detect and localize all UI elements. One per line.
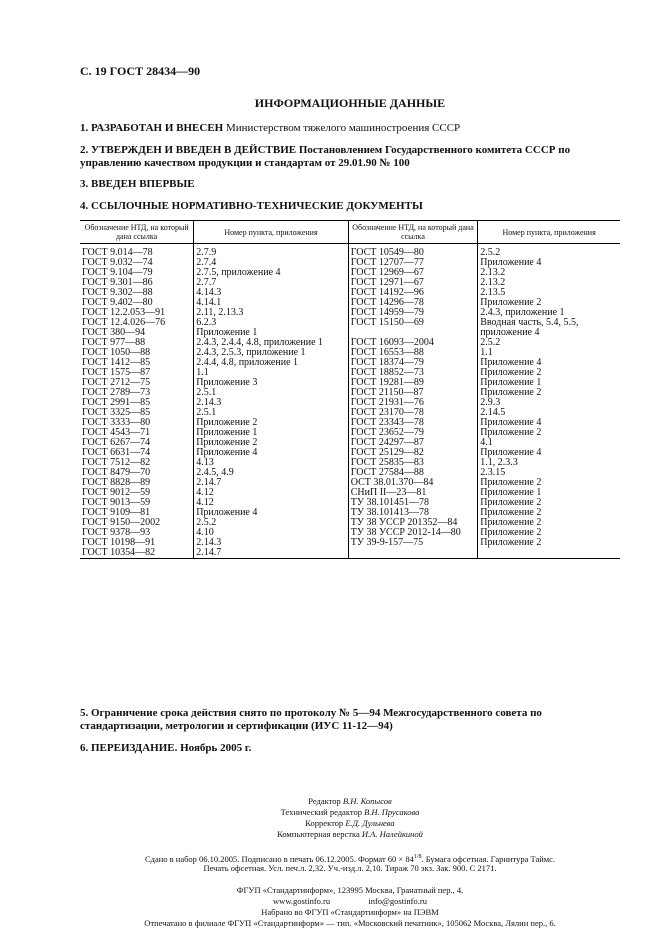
cell-clause-right: Приложение 2 <box>478 388 620 398</box>
cell-ntd-right: ГОСТ 12707—77 <box>348 258 477 268</box>
cell-clause-left: Приложение 4 <box>194 508 349 518</box>
cell-ntd-right: ГОСТ 23652—79 <box>348 428 477 438</box>
cell-clause-left: 2.14.7 <box>194 478 349 488</box>
cell-ntd-left: ГОСТ 3333—80 <box>82 417 151 428</box>
cell-clause-right: Приложение 4 <box>478 448 620 458</box>
cell-ntd-left: ГОСТ 9012—59 <box>82 487 151 498</box>
cell-clause-left: 4.10 <box>194 528 349 538</box>
item-6: 6. ПЕРЕИЗДАНИЕ. Ноябрь 2005 г. <box>80 742 252 754</box>
cell-clause-right: Приложение 2 <box>478 298 620 308</box>
item-1-bold: РАЗРАБОТАН И ВНЕСЕН <box>91 122 224 134</box>
item-1 <box>80 122 620 135</box>
cell-ntd-right: СНиП II—23—81 <box>348 488 477 498</box>
cell-clause-left: Приложение 1 <box>194 328 349 338</box>
table-row <box>80 458 620 468</box>
cell-ntd-left: ГОСТ 2991—85 <box>82 397 151 408</box>
cell-clause-left: 2.7.5, приложение 4 <box>194 268 349 278</box>
cell-clause-left: 6.2.3 <box>194 318 349 328</box>
cell-ntd-right: ГОСТ 16553—88 <box>348 348 477 358</box>
cell-clause-right: приложение 4 <box>478 328 620 338</box>
cell-ntd-right: ГОСТ 27584—88 <box>348 468 477 478</box>
item-5-text: Ограничение срока действия снято по протоколу № 5—94 Межгосударственного совета по стандартизации, метрологии и сертификации (ИУС 11-12—94) <box>80 707 542 732</box>
table-row <box>80 388 620 398</box>
cell-clause-right: 1.1 <box>478 348 620 358</box>
table-row <box>80 278 620 288</box>
cell-clause-left: 4.14.3 <box>194 288 349 298</box>
corrector-label: Корректор <box>305 818 344 828</box>
cell-clause-left: 4.12 <box>194 498 349 508</box>
layout-line <box>80 829 620 840</box>
cell-clause-right: Приложение 1 <box>478 488 620 498</box>
cell-clause-right: 2.3.15 <box>478 468 620 478</box>
cell-clause-right: Приложение 2 <box>478 528 620 538</box>
header-ntd-2: Обозначение НТД, на который дана ссылка <box>348 221 477 244</box>
item-2-text: Постановлением Государственного комитета СССР по управлению качеством продукции и стандартам от 29.01.90 № 100 <box>80 144 571 169</box>
cell-ntd-left: ГОСТ 12.4.026—76 <box>82 317 166 328</box>
cell-clause-right: Приложение 2 <box>478 368 620 378</box>
cell-clause-right: Приложение 2 <box>478 538 620 548</box>
cell-clause-left: 4.13 <box>194 458 349 468</box>
table-row <box>80 448 620 458</box>
item-1-text: Министерством тяжелого машиностроения СССР <box>223 122 461 134</box>
cell-ntd-left: ГОСТ 9150—2002 <box>82 517 161 528</box>
cell-clause-right: Приложение 1 <box>478 378 620 388</box>
cell-ntd-right: ГОСТ 18374—79 <box>348 358 477 368</box>
header-clause-1: Номер пункта, приложения <box>194 221 349 244</box>
table-row <box>80 328 620 338</box>
cell-clause-left: 2.4.3, 2.4.4, 4.8, приложение 1 <box>194 338 349 348</box>
cell-ntd-left: ГОСТ 10198—91 <box>82 537 156 548</box>
cell-ntd-left: ГОСТ 6631—74 <box>82 447 151 458</box>
cell-ntd-left: ГОСТ 9378—93 <box>82 527 151 538</box>
item-1-number: 1. <box>80 122 89 134</box>
cell-clause-right: 2.14.5 <box>478 408 620 418</box>
cell-ntd-left: ГОСТ 6267—74 <box>82 437 151 448</box>
cell-ntd-left: ГОСТ 9013—59 <box>82 497 151 508</box>
cell-ntd-left: ГОСТ 1412—85 <box>82 357 151 368</box>
cell-ntd-left: ГОСТ 10354—82 <box>80 548 194 559</box>
cell-clause-left: 2.14.3 <box>194 538 349 548</box>
print-info-2: Печать офсетная. Усл. печ.л. 2,32. Уч.-изд.л. 2,10. Тираж 70 экз. Зак. 900. С 2171. <box>203 863 497 873</box>
item-2-number: 2. <box>80 144 89 156</box>
cell-clause-right: 1.1, 2.3.3 <box>478 458 620 468</box>
item-3: 3. ВВЕДЕН ВПЕРВЫЕ <box>80 178 195 190</box>
cell-clause-right: 2.5.2 <box>478 244 620 259</box>
cell-clause-left: 2.14.3 <box>194 398 349 408</box>
cell-clause-right: 2.13.2 <box>478 278 620 288</box>
cell-ntd-right: ТУ 38 УССР 201352—84 <box>348 518 477 528</box>
layout-name: И.А. Налейкиной <box>361 829 423 839</box>
reference-table-body <box>80 244 620 559</box>
editor-name: В.Н. Копысов <box>342 796 392 806</box>
cell-ntd-left: ГОСТ 9.301—86 <box>82 277 153 288</box>
editor-line <box>80 796 620 807</box>
cell-ntd-right: ГОСТ 12969—67 <box>348 268 477 278</box>
section-title: ИНФОРМАЦИОННЫЕ ДАННЫЕ <box>254 96 446 110</box>
cell-clause-left: 2.11, 2.13.3 <box>194 308 349 318</box>
cell-ntd-right: ГОСТ 16093—2004 <box>348 338 477 348</box>
cell-ntd-right: ГОСТ 14296—78 <box>348 298 477 308</box>
tech-editor-name: В.Н. Прусакова <box>364 807 420 817</box>
table-row <box>80 268 620 278</box>
cell-ntd-right: ГОСТ 10549—80 <box>348 244 477 259</box>
table-row <box>80 428 620 438</box>
cell-clause-right: Приложение 2 <box>478 498 620 508</box>
item-5-number: 5. <box>80 707 89 719</box>
cell-ntd-left: ГОСТ 9.302—88 <box>82 287 153 298</box>
corrector-name: Е.Д. Дульнева <box>345 818 395 828</box>
cell-ntd-left: ГОСТ 9.402—80 <box>82 297 153 308</box>
cell-clause-right <box>478 548 620 559</box>
publisher-contacts <box>80 896 620 907</box>
cell-ntd-left: ГОСТ 9.104—79 <box>82 267 153 278</box>
cell-ntd-left: ГОСТ 2712—75 <box>82 377 151 388</box>
cell-clause-right: 2.9.3 <box>478 398 620 408</box>
cell-clause-right: Приложение 4 <box>478 418 620 428</box>
cell-clause-left: Приложение 2 <box>194 438 349 448</box>
cell-ntd-left: ГОСТ 380—94 <box>82 327 146 338</box>
editor-label: Редактор <box>308 796 341 806</box>
cell-ntd-left: ГОСТ 1050—88 <box>82 347 151 358</box>
corrector-line <box>80 818 620 829</box>
cell-clause-left: 2.5.1 <box>194 408 349 418</box>
cell-clause-right: 2.5.2 <box>478 338 620 348</box>
item-4: 4. ССЫЛОЧНЫЕ НОРМАТИВНО-ТЕХНИЧЕСКИЕ ДОКУМЕНТЫ <box>80 200 423 212</box>
cell-ntd-right: ГОСТ 25835—83 <box>348 458 477 468</box>
cell-ntd-left: ГОСТ 4543—71 <box>82 427 151 438</box>
cell-ntd-right: ГОСТ 15150—69 <box>348 318 477 328</box>
cell-ntd-left: ГОСТ 12.2.053—91 <box>82 307 166 318</box>
cell-ntd-left: ГОСТ 9.014—78 <box>82 247 153 258</box>
cell-ntd-left: ГОСТ 7512—82 <box>82 457 151 468</box>
cell-clause-left: 2.7.4 <box>194 258 349 268</box>
table-row <box>80 244 620 259</box>
table-row <box>80 538 620 548</box>
cell-clause-right: Приложение 2 <box>478 508 620 518</box>
cell-ntd-right: ГОСТ 12971—67 <box>348 278 477 288</box>
cell-ntd-left: ГОСТ 9.032—74 <box>82 257 153 268</box>
cell-ntd-right: ГОСТ 25129—82 <box>348 448 477 458</box>
item-2-bold: УТВЕРЖДЕН И ВВЕДЕН В ДЕЙСТВИЕ <box>91 144 297 156</box>
header-ntd-1: Обозначение НТД, на который дана ссылка <box>80 221 194 244</box>
cell-ntd-right: ГОСТ 21150—87 <box>348 388 477 398</box>
cell-clause-left: Приложение 3 <box>194 378 349 388</box>
cell-clause-left: 2.4.3, 2.5.3, приложение 1 <box>194 348 349 358</box>
cell-clause-left: Приложение 2 <box>194 418 349 428</box>
cell-clause-right: Приложение 2 <box>478 428 620 438</box>
cell-ntd-right: ГОСТ 23170—78 <box>348 408 477 418</box>
table-row <box>80 548 620 559</box>
reference-table <box>80 220 620 559</box>
cell-clause-left: Приложение 4 <box>194 448 349 458</box>
cell-clause-left: 2.5.2 <box>194 518 349 528</box>
cell-clause-left: 2.5.1 <box>194 388 349 398</box>
cell-ntd-right: ГОСТ 24297—87 <box>348 438 477 448</box>
cell-ntd-right: ГОСТ 18852—73 <box>348 368 477 378</box>
header-clause-2: Номер пункта, приложения <box>478 221 620 244</box>
table-row <box>80 258 620 268</box>
cell-ntd-right: ОСТ 38.01.370—84 <box>348 478 477 488</box>
item-5 <box>80 707 620 733</box>
cell-clause-left: 1.1 <box>194 368 349 378</box>
cell-clause-left: 4.14.1 <box>194 298 349 308</box>
cell-clause-right: 4.1 <box>478 438 620 448</box>
cell-ntd-left: ГОСТ 1575—87 <box>82 367 151 378</box>
cell-ntd-right: ГОСТ 19281—89 <box>348 378 477 388</box>
cell-clause-left: Приложение 1 <box>194 428 349 438</box>
cell-clause-right: 2.13.5 <box>478 288 620 298</box>
cell-ntd-right: ТУ 39-9-157—75 <box>348 538 477 548</box>
cell-clause-right: Приложение 4 <box>478 358 620 368</box>
cell-ntd-left: ГОСТ 3325—85 <box>82 407 151 418</box>
print-info-1-text: Сдано в набор 06.10.2005. Подписано в печать 06.12.2005. Формат 60 × 84 <box>144 853 414 864</box>
cell-ntd-right: ГОСТ 14192—96 <box>348 288 477 298</box>
cell-clause-left: 2.4.5, 4.9 <box>194 468 349 478</box>
print-info-1-end: . Бумага офсетная. Гарнитура Таймс. <box>421 853 556 864</box>
page-header: С. 19 ГОСТ 28434—90 <box>80 64 201 78</box>
cell-ntd-left: ГОСТ 977—88 <box>82 337 146 348</box>
cell-clause-right: Вводная часть, 5.4, 5.5, <box>478 318 620 328</box>
cell-clause-right: Приложение 2 <box>478 518 620 528</box>
cell-ntd-left: ГОСТ 8479—70 <box>82 467 151 478</box>
cell-ntd-right: ТУ 38.101451—78 <box>348 498 477 508</box>
cell-clause-right: Приложение 4 <box>478 258 620 268</box>
printed-line: Отпечатано в филиале ФГУП «Стандартинформ» — тип. «Московский печатник», 105062 Москва, Лялин пер., 6. <box>144 918 556 928</box>
cell-clause-left: 4.12 <box>194 488 349 498</box>
cell-ntd-right: ГОСТ 14959—79 <box>348 308 477 318</box>
cell-ntd-left: ГОСТ 2789—73 <box>82 387 151 398</box>
typeset-line: Набрано во ФГУП «Стандартинформ» на ПЭВМ <box>261 907 439 917</box>
cell-ntd-right <box>348 548 477 559</box>
layout-label: Компьютерная верстка <box>277 829 360 839</box>
cell-ntd-left: ГОСТ 8828—89 <box>82 477 151 488</box>
cell-ntd-right: ТУ 38 УССР 2012-14—80 <box>348 528 477 538</box>
tech-editor-label: Технический редактор <box>280 807 362 817</box>
print-format-fraction: 1/8 <box>413 854 422 860</box>
cell-ntd-right: ТУ 38.101413—78 <box>348 508 477 518</box>
tech-editor-line <box>80 807 620 818</box>
cell-ntd-right: ГОСТ 21931—76 <box>348 398 477 408</box>
cell-clause-left: 2.7.9 <box>194 244 349 259</box>
cell-clause-left: 2.4.4, 4.8, приложение 1 <box>194 358 349 368</box>
publisher-email: info@gostinfo.ru <box>368 896 427 906</box>
table-row <box>80 398 620 408</box>
cell-clause-left: 2.7.7 <box>194 278 349 288</box>
table-row <box>80 338 620 348</box>
cell-ntd-right: ГОСТ 23343—78 <box>348 418 477 428</box>
item-2 <box>80 144 620 170</box>
publisher-website: www.gostinfo.ru <box>273 896 331 906</box>
cell-ntd-left: ГОСТ 9109—81 <box>82 507 151 518</box>
publisher-line: ФГУП «Стандартинформ», 123995 Москва, Гранатный пер., 4. <box>236 885 464 895</box>
cell-clause-right: 2.4.3, приложение 1 <box>478 308 620 318</box>
cell-clause-right: Приложение 2 <box>478 478 620 488</box>
cell-clause-left: 2.14.7 <box>194 548 349 559</box>
cell-clause-right: 2.13.2 <box>478 268 620 278</box>
